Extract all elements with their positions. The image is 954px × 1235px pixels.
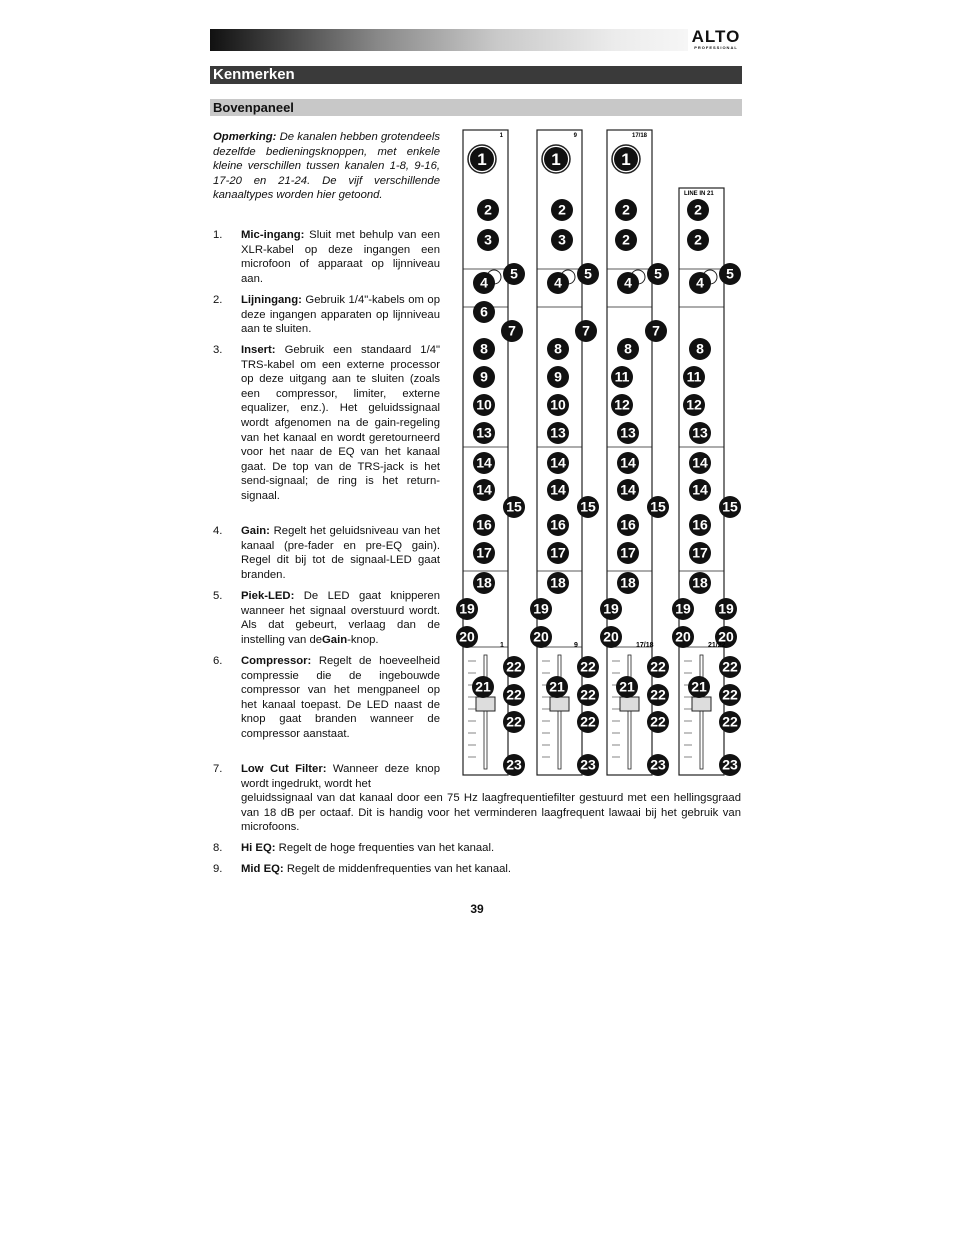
callout-number: 19 [533, 600, 549, 617]
callout-number: 1 [477, 150, 487, 169]
callout-number: 7 [652, 322, 660, 339]
callout-number: 2 [694, 201, 702, 218]
subsection-title: Bovenpaneel [210, 99, 742, 116]
callout-number: 2 [694, 231, 702, 248]
fader-track [558, 655, 561, 769]
note-paragraph [213, 130, 440, 203]
callout-number: 19 [675, 600, 691, 617]
channel-bottom-label: 17/18 [636, 642, 654, 649]
callout-number: 14 [620, 454, 636, 471]
callout-number: 20 [533, 628, 549, 645]
callout-number: 13 [692, 424, 708, 441]
callout-number: 5 [510, 265, 518, 282]
callout-number: 10 [550, 396, 566, 413]
callout-number: 19 [718, 600, 734, 617]
fader-track [700, 655, 703, 769]
callout-number: 15 [580, 498, 596, 515]
channel-bottom-label: 1 [500, 642, 504, 649]
callout-number: 15 [506, 498, 522, 515]
callout-number: 9 [480, 368, 488, 385]
callout-number: 2 [484, 201, 492, 218]
callout-number: 18 [620, 574, 636, 591]
callout-number: 16 [620, 516, 636, 533]
callout-number: 7 [508, 322, 516, 339]
callout-number: 22 [506, 658, 522, 675]
callout-number: 10 [476, 396, 492, 413]
fader-cap [550, 697, 569, 711]
callout-number: 22 [650, 658, 666, 675]
channel-label: 17/18 [631, 133, 647, 139]
channel-bottom-label: 9 [574, 642, 578, 649]
channel-label: LINE IN 21 [684, 191, 714, 197]
callout-number: 14 [550, 454, 566, 471]
callout-number: 23 [650, 756, 666, 773]
callout-number: 13 [476, 424, 492, 441]
callout-number: 13 [550, 424, 566, 441]
callout-number: 14 [476, 454, 492, 471]
callout-number: 22 [580, 658, 596, 675]
callout-number: 2 [558, 201, 566, 218]
callout-number: 22 [506, 686, 522, 703]
callout-number: 5 [584, 265, 592, 282]
callout-number: 3 [558, 231, 566, 248]
callout-number: 23 [722, 756, 738, 773]
callout-number: 2 [622, 201, 630, 218]
callout-number: 4 [480, 274, 488, 291]
callout-number: 20 [675, 628, 691, 645]
list-item: 3. Insert: Gebruik een standaard 1/4" TRS-kabel om een externe processor op deze uitgang aan te sluiten (zoals een compressor, limiter, externe equalizer, enz.). Het geluidssignaal wordt afgenomen na de gain-regeling van het kanaal en wordt geretourneerd voor het naar de EQ van het kanaal gaat. De top van de TRS-jack is het send-signaal; de ring is het return-signaal. [213, 344, 441, 502]
callout-number: 20 [603, 628, 619, 645]
callout-number: 20 [459, 628, 475, 645]
list-item: 4. Gain: Regelt het geluidsniveau van het kanaal (pre-fader en pre-EQ gain). Regel dit bij tot de signaal-LED gaat branden. [213, 525, 441, 581]
callout-number: 14 [550, 481, 566, 498]
callout-number: 14 [476, 481, 492, 498]
callout-number: 22 [722, 713, 738, 730]
callout-number: 15 [722, 498, 738, 515]
callout-number: 16 [476, 516, 492, 533]
alto-logo: ALTO PROFESSIONAL [691, 27, 741, 50]
callout-number: 17 [692, 544, 708, 561]
callout-number: 22 [722, 658, 738, 675]
callout-number: 19 [459, 600, 475, 617]
callout-number: 7 [582, 322, 590, 339]
callout-number: 14 [692, 481, 708, 498]
fader-cap [476, 697, 495, 711]
header-gradient-bar [210, 29, 688, 51]
callout-number: 2 [622, 231, 630, 248]
callout-number: 5 [654, 265, 662, 282]
callout-number: 18 [692, 574, 708, 591]
callout-number: 16 [692, 516, 708, 533]
list-item: 7. Low Cut Filter: Wanneer deze knop wordt ingedrukt, wordt het geluidssignaal van dat kanaal door een 75 Hz laagfrequentiefilter gestuurd met een hellingsgraad van 18 dB per octaaf. Dit is handig voor het verminderen laagfrequent lawaai bij het gebruik van microfoons. [213, 763, 741, 834]
fader-cap [620, 697, 639, 711]
callout-number: 21 [619, 678, 635, 695]
callout-number: 3 [484, 231, 492, 248]
callout-number: 14 [692, 454, 708, 471]
list-item: 6. Compressor: Regelt de hoeveelheid compressie die de ingebouwde compressor van het mengpaneel op het kanaal toepast. De LED naast de knop gaat branden wanneer de compressor aanstaat. [213, 655, 440, 740]
callout-number: 4 [696, 274, 704, 291]
callout-number: 23 [580, 756, 596, 773]
channel-label: 1 [499, 133, 503, 139]
callout-number: 12 [614, 396, 630, 413]
callout-number: 8 [624, 340, 632, 357]
channel-label: 9 [573, 133, 577, 139]
fader-track [628, 655, 631, 769]
note-text: De kanalen hebben grotendeels dezelfde bedieningsknoppen, met enkele kleine verschillen tussen kanalen 1-8, 9-16, 17-20 en 21-24. De vijf verschillende kanaaltypes worden hier getoond. [213, 131, 441, 202]
callout-number: 4 [554, 274, 562, 291]
callout-number: 22 [580, 686, 596, 703]
callout-number: 18 [550, 574, 566, 591]
callout-number: 17 [550, 544, 566, 561]
callout-number: 22 [580, 713, 596, 730]
callout-number: 8 [480, 340, 488, 357]
callout-number: 21 [475, 678, 491, 695]
list-item: 5. Piek-LED: De LED gaat knipperen wanneer het signaal overstuurd wordt. Als dat gebeurt, verlaag dan de instelling van deGain-knop. [213, 590, 440, 646]
callout-number: 5 [726, 265, 734, 282]
list-item: 1. Mic-ingang: Sluit met behulp van een XLR-kabel op deze ingangen een microfoon of apparaat op lijnniveau aan. [213, 229, 440, 285]
callout-number: 11 [614, 368, 630, 385]
callout-number: 1 [621, 150, 631, 169]
callout-number: 1 [551, 150, 561, 169]
callout-number: 8 [696, 340, 704, 357]
callout-number: 17 [476, 544, 492, 561]
callout-number: 21 [691, 678, 707, 695]
list-item: 2. Lijningang: Gebruik 1/4"-kabels om op deze ingangen apparaten op lijnniveau aan te sluiten. [213, 294, 440, 336]
callout-number: 14 [620, 481, 636, 498]
fader-cap [692, 697, 711, 711]
callout-number: 17 [620, 544, 636, 561]
callout-number: 6 [480, 303, 488, 320]
callout-number: 15 [650, 498, 666, 515]
callout-number: 18 [476, 574, 492, 591]
callout-number: 21 [549, 678, 565, 695]
channel-bottom-label: 21/22 [708, 642, 726, 649]
callout-number: 8 [554, 340, 562, 357]
page-number: 39 [470, 902, 484, 916]
callout-number: 23 [506, 756, 522, 773]
note-label: Opmerking: [213, 131, 277, 143]
callout-number: 22 [506, 713, 522, 730]
callout-number: 19 [603, 600, 619, 617]
section-title: Kenmerken [210, 66, 742, 84]
callout-number: 16 [550, 516, 566, 533]
callout-number: 12 [686, 396, 702, 413]
fader-track [484, 655, 487, 769]
callout-number: 9 [554, 368, 562, 385]
mixer-top-panel-diagram [459, 129, 744, 777]
callout-number: 4 [624, 274, 632, 291]
callout-number: 11 [686, 368, 702, 385]
callout-number: 22 [650, 686, 666, 703]
callout-number: 13 [620, 424, 636, 441]
callout-number: 22 [722, 686, 738, 703]
callout-number: 20 [718, 628, 734, 645]
callout-number: 22 [650, 713, 666, 730]
